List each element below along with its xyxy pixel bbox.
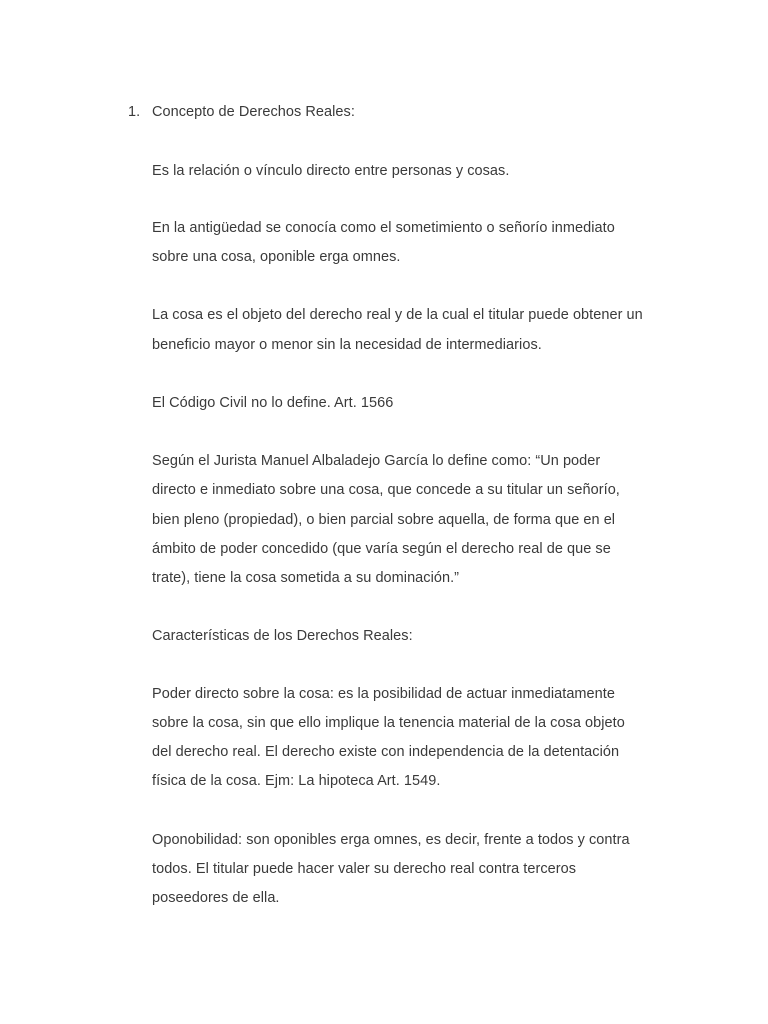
paragraph-line: La cosa es el objeto del derecho real y de la cual el titular puede obtener un xyxy=(152,307,643,323)
paragraph-line: ámbito de poder concedido (que varía según el derecho real de que se xyxy=(152,541,611,557)
paragraph-line: trate), tiene la cosa sometida a su dominación.” xyxy=(152,570,460,586)
paragraph-line: sobre una cosa, oponible erga omnes. xyxy=(152,249,401,265)
paragraph-line: del derecho real. El derecho existe con independencia de la detentación xyxy=(152,744,620,760)
paragraph-line: El Código Civil no lo define. Art. 1566 xyxy=(152,395,394,411)
paragraph-line: directo e inmediato sobre una cosa, que concede a su titular un señorío, xyxy=(152,482,620,498)
paragraph-line: poseedores de ella. xyxy=(152,890,280,906)
paragraph-line: En la antigüedad se conocía como el sometimiento o señorío inmediato xyxy=(152,220,615,236)
list-number: 1. xyxy=(128,104,141,120)
paragraph-line: sobre la cosa, sin que ello implique la tenencia material de la cosa objeto xyxy=(152,715,625,731)
paragraph-line: bien pleno (propiedad), o bien parcial sobre aquella, de forma que en el xyxy=(152,512,616,528)
paragraph-line: física de la cosa. Ejm: La hipoteca Art. 1549. xyxy=(152,773,441,789)
subheading: Características de los Derechos Reales: xyxy=(152,628,413,644)
paragraph-line: Oponobilidad: son oponibles erga omnes, es decir, frente a todos y contra xyxy=(152,832,630,848)
paragraph-line: Es la relación o vínculo directo entre personas y cosas. xyxy=(152,163,510,179)
section-heading: Concepto de Derechos Reales: xyxy=(152,104,355,120)
paragraph-line: todos. El titular puede hacer valer su derecho real contra terceros xyxy=(152,861,577,877)
paragraph-line: beneficio mayor o menor sin la necesidad de intermediarios. xyxy=(152,337,542,353)
paragraph-line: Según el Jurista Manuel Albaladejo García lo define como: “Un poder xyxy=(152,453,601,469)
paragraph-line: Poder directo sobre la cosa: es la posibilidad de actuar inmediatamente xyxy=(152,686,615,702)
